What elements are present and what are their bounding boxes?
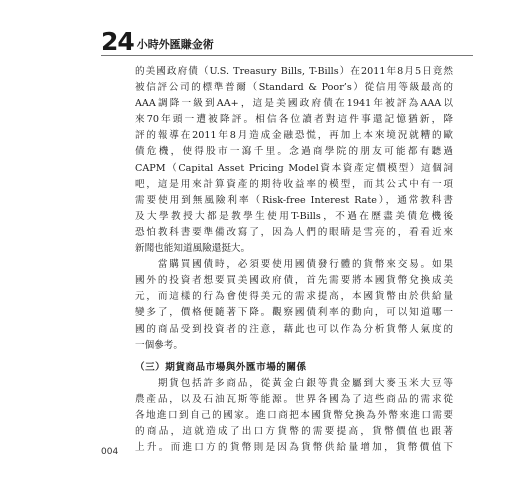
text-line: 國的商品受到投資者的注意，藉此也可以作為分析貨幣人氣度的	[135, 323, 453, 335]
text-line: 評的報導在2011年8月造成金融恐慌，再加上本來境況就糟的歐	[135, 130, 453, 142]
paragraph-1	[135, 64, 453, 257]
paragraph-3	[135, 376, 453, 456]
paragraph-2	[135, 257, 453, 354]
text-line: AAA調降一級到AA+，這是美國政府債在1941年被評為AAA以	[135, 98, 453, 110]
text-line: 恐怕教科書要準備改寫了，因為人們的眼睛是雪亮的，看看近來	[135, 226, 453, 238]
page-body	[135, 64, 453, 456]
text-line: 的美國政府債（U.S. Treasury Bills, T-Bills）在2011年8月5日竟然	[135, 66, 453, 77]
text-line: 及大學教授大都是教學生使用T-Bills，不過在歷盡美債危機後	[135, 210, 453, 222]
text-line: 來70年頭一遭被降評。相信各位讀者對這件事還記憶猶新，降	[135, 114, 453, 126]
text-line: CAPM（Capital Asset Pricing Model資本資產定價模型）這個詞	[135, 162, 453, 174]
book-title: 小時外匯賺金術	[136, 38, 214, 51]
text-line: 的商品，這就造成了出口方貨幣的需要提高，貨幣價值也跟著	[135, 426, 453, 438]
section-heading: （三）期貨商品市場與外匯市場的關係	[135, 361, 307, 373]
text-line: 被信評公司的標準普爾（Standard & Poor’s）從信用等級最高的	[135, 82, 453, 94]
paragraph-gap	[135, 354, 453, 357]
text-line: 一個參考。	[135, 339, 183, 351]
text-line: 吧，這是用來計算資產的期待收益率的模型，而其公式中有一項	[135, 178, 453, 190]
text-line: 上升。而進口方的貨幣則是因為貨幣供給量增加，貨幣價值下	[135, 442, 453, 454]
text-line: 當購買國債時，必須要使用國債發行體的貨幣來交易。如果	[135, 259, 453, 271]
text-line: 新聞也能知道風險還挺大。	[135, 243, 251, 255]
page-number: 004	[101, 447, 119, 457]
book-logo-number: 24	[101, 27, 134, 56]
text-line: 債危機，使得股市一瀉千里。念過商學院的朋友可能都有聽過	[135, 146, 453, 158]
running-header	[101, 26, 214, 54]
text-line: 農產品，以及石油瓦斯等能源。世界各國為了這些商品的需求從	[135, 393, 453, 405]
text-line: 需要使用到無風險利率（Risk-free Interest Rate），通常教科書	[135, 194, 453, 206]
text-line: 變多了，價格便隨著下降。觀察國債利率的動向，可以知道哪一	[135, 307, 453, 319]
header-rule	[101, 55, 473, 56]
text-line: 期貨包括許多商品，從黃金白銀等貴金屬到大麥玉米大豆等	[135, 377, 453, 389]
text-line: 各地進口到自己的國家。進口商把本國貨幣兌換為外幣來進口需要	[135, 409, 453, 421]
text-line: 國外的投資者想要買美國政府債，首先需要將本國貨幣兌換成美	[135, 275, 453, 287]
text-line: 元，而這樣的行為會使得美元的需求提高，本國貨幣由於供給量	[135, 291, 453, 303]
